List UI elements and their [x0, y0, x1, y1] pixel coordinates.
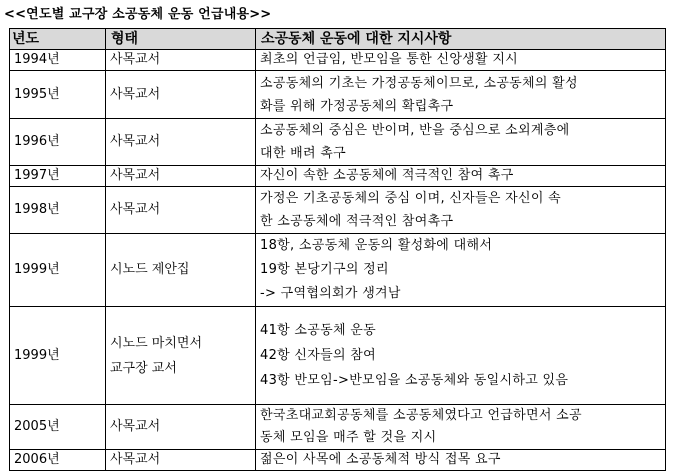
content-line: 젊은이 사목에 소공동체적 방식 접목 요구 — [260, 452, 501, 467]
content-line: 한국초대교회공동체를 소공동체였다고 언급하면서 소공 — [260, 408, 582, 423]
type-line: 교구장 교서 — [110, 360, 177, 376]
content-line: 18항, 소공동체 운동의 활성화에 대해서 — [260, 238, 493, 253]
type-cell: 시노드 제안집 — [106, 234, 256, 307]
table-row — [10, 119, 666, 166]
type-line: 시노드 마치면서 — [110, 335, 203, 351]
directive-table — [9, 28, 666, 471]
content-line: 41항 소공동체 운동 — [260, 323, 377, 338]
content-line: 43항 반모임->반모임을 소공동체와 동일시하고 있음 — [260, 373, 569, 388]
type-cell: 사목교서 — [106, 405, 256, 450]
year-cell: 1999년 — [10, 234, 106, 307]
year-cell: 2005년 — [10, 405, 106, 450]
content-cell — [256, 187, 666, 234]
content-cell — [256, 307, 666, 405]
header-row — [10, 29, 666, 50]
type-cell: 사목교서 — [106, 50, 256, 71]
content-cell — [256, 405, 666, 450]
content-cell — [256, 71, 666, 119]
year-cell: 1994년 — [10, 50, 106, 71]
content-line: 소공동체의 중심은 반이며, 반을 중심으로 소외계층에 — [260, 123, 570, 138]
year-cell: 1998년 — [10, 187, 106, 234]
type-cell: 사목교서 — [106, 187, 256, 234]
content-cell — [256, 50, 666, 71]
year-cell: 1995년 — [10, 71, 106, 119]
content-line: 최초의 언급임, 반모임을 통한 신앙생활 지시 — [260, 52, 519, 67]
type-cell: 사목교서 — [106, 119, 256, 166]
content-line: 화를 위해 가정공동체의 확립촉구 — [260, 98, 454, 114]
content-cell — [256, 234, 666, 307]
table-row — [10, 307, 666, 405]
table-row — [10, 50, 666, 71]
header-content: 소공동체 운동에 대한 지시사항 — [256, 29, 666, 50]
table-row — [10, 450, 666, 471]
content-line: -> 구역협의회가 생겨남 — [260, 286, 401, 301]
table-row — [10, 405, 666, 450]
table-row — [10, 234, 666, 307]
content-cell — [256, 119, 666, 166]
content-line: 가정은 기초공동체의 중심 이며, 신자들은 자신이 속 — [260, 191, 562, 206]
year-cell: 1999년 — [10, 307, 106, 405]
content-cell — [256, 450, 666, 471]
header-type: 형태 — [106, 29, 256, 50]
type-cell — [106, 307, 256, 405]
year-cell: 1996년 — [10, 119, 106, 166]
content-line: 19항 본당기구의 정리 — [260, 262, 389, 277]
content-cell — [256, 166, 666, 187]
content-line: 한 소공동체에 적극적인 참여촉구 — [260, 214, 454, 229]
type-cell: 사목교서 — [106, 71, 256, 119]
content-line: 대한 배려 촉구 — [260, 146, 347, 161]
type-cell: 사목교서 — [106, 450, 256, 471]
table-row — [10, 166, 666, 187]
content-line: 동체 모임을 매주 할 것을 지시 — [260, 430, 437, 445]
content-line: 소공동체의 기초는 가정공동체이므로, 소공동체의 활성 — [260, 75, 578, 91]
type-cell: 사목교서 — [106, 166, 256, 187]
table-caption: <<연도별 교구장 소공동체 운동 언급내용>> — [4, 7, 272, 22]
content-line: 42항 신자들의 참여 — [260, 348, 377, 363]
content-line: 자신이 속한 소공동체에 적극적인 참여 촉구 — [260, 168, 514, 183]
table-row — [10, 187, 666, 234]
year-cell: 2006년 — [10, 450, 106, 471]
table-row — [10, 71, 666, 119]
header-year: 년도 — [10, 29, 106, 50]
year-cell: 1997년 — [10, 166, 106, 187]
